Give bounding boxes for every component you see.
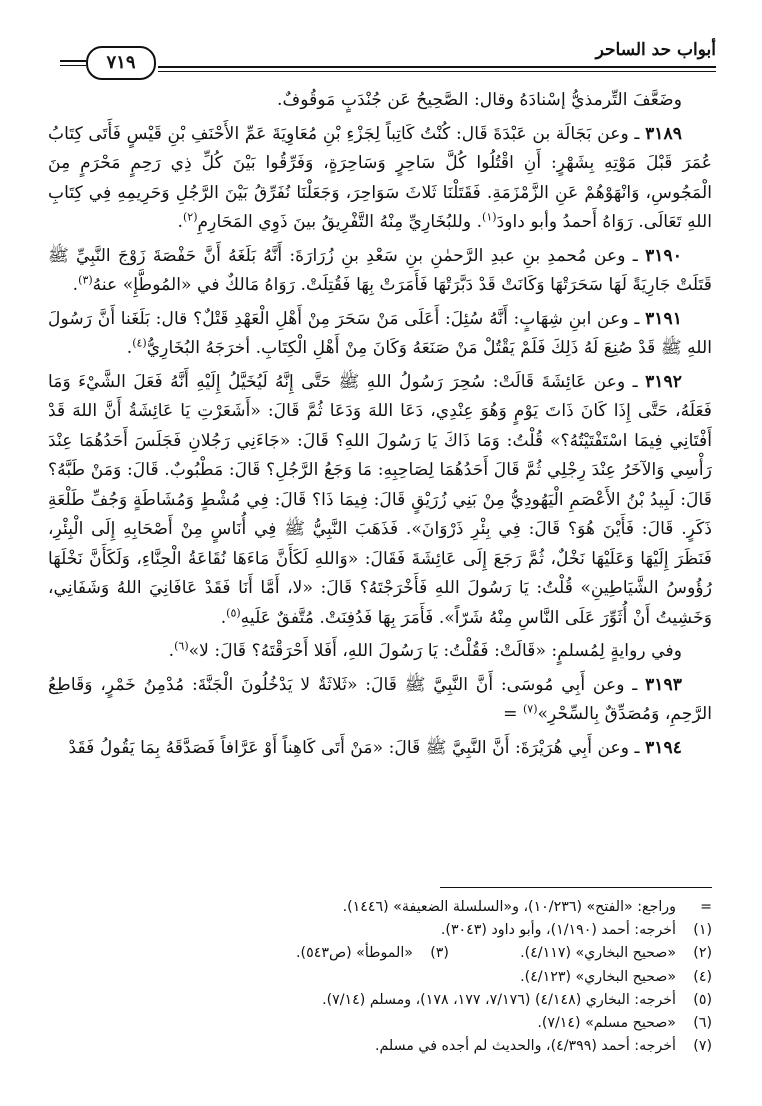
footnote-text: أخرجه: أحمد (١/١٩٠)، وأبو داود (٣٠٤٣). — [440, 922, 676, 939]
page-number-text: ٧١٩ — [106, 52, 136, 73]
main-text — [48, 86, 712, 767]
footnote — [48, 942, 712, 965]
hadith-number: ٣١٩٣ — [645, 674, 683, 695]
footnote-mark: (٢) — [693, 945, 712, 962]
footnote-ref: (٦) — [174, 639, 189, 653]
paragraph-text: ـ وعن عَائِشَةَ قَالَتْ: سُحِرَ رَسُولُ اللهِ ﷺ حَتَّى إِنَّهُ لَيُخَيَّلُ إِلَيْهِ أَنَّهُ فَعَلَ الشَّيْءَ وَمَا فَعَلَهُ، حَتَّى إِذَا كَانَ ذَاتَ يَوْمٍ وَهُوَ عِنْدِي، دَعَا اللهَ وَدَعَا ثُمَّ قَالَ: «أَشَعَرْتِ يَا عَائِشَةُ أَنَّ اللهَ قَدْ أَفْتَانِي فِيمَا اسْتَفْتَيْتُهُ؟» قُلْتُ: وَمَا ذَاكَ يَا رَسُولَ اللهِ؟ قَالَ: «جَاءَنِي رَجُلانِ فَجَلَسَ أَحَدُهُمَا عِنْدَ رَأْسِي وَالآخَرُ عِنْدَ رِجْلِي ثُمَّ قَالَ أَحَدُهُمَا لِصَاحِبِهِ: مَا وَجَعُ الرَّجُلِ؟ قَالَ: مَطْبُوبٌ. قَالَ: وَمَنْ طَبَّهُ؟ قَالَ: لَبِيدُ بْنُ الأَعْصَمِ الْيَهُودِيُّ مِنْ بَنِي زُرَيْقٍ قَالَ: فِيمَا ذَا؟ قَالَ: فِي مُشْطٍ وَمُشَاطَةٍ وَجُفِّ طَلْعَةِ ذَكَرٍ. قَالَ: فَأَيْنَ هُوَ؟ قَالَ: فِي بِئْرِ ذَرْوَانَ». فَذَهَبَ النَّبِيُّ ﷺ فِي أُنَاسٍ مِنْ أَصْحَابِهِ إِلَى الْبِئْرِ، فَنَظَرَ إِلَيْهَا وَعَلَيْهَا نَخْلٌ، ثُمَّ رَجَعَ إِلَى عَائِشَةَ فَقَالَ: «وَاللهِ لَكَأَنَّ مَاءَهَا نُقَاعَةُ الْحِنَّاءِ، وَلَكَأَنَّ نَخْلَهَا رُؤُوسُ الشَّيَاطِينِ» قُلْتُ: يَا رَسُولَ اللهِ فَأَخْرَجْتَهُ؟ قَالَ: «لا، أَمَّا أَنَا فَقَدْ عَافَانِيَ اللهُ وَشَفَانِي، وَخَشِيتُ أَنْ أُثَوِّرَ عَلَى النَّاسِ مِنْهُ شَرّاً». فَأَمَرَ بِهَا فَدُفِنَتْ. مُتَّفقٌ عَلَيهِ — [48, 371, 712, 628]
footnote-text: «الموطأ» (ص٥٤٣). — [296, 945, 413, 962]
footnote-text: وراجع: «الفتح» (١٠/٢٣٦)، و«السلسلة الضعيفة» (١٤٤٦). — [342, 899, 676, 915]
footnote — [48, 919, 712, 942]
paragraph-end: . — [168, 641, 175, 661]
paragraph-end: = — [503, 704, 523, 724]
footnote-mark: (٥) — [693, 991, 712, 1008]
footnotes — [48, 896, 712, 1058]
footnote-text: أخرجه: البخاري (٤/١٤٨) (٧/١٧٦، ١٧٧، ١٧٨)، ومسلم (٧/١٤). — [322, 991, 676, 1008]
footnote — [48, 966, 712, 989]
paragraph-text: وضَعَّفَ التِّرمذيُّ إسْنادَهُ وقال: الصَّحِيحُ عَن جُنْدَبٍ مَوقُوفٌ. — [277, 90, 682, 110]
paragraph-text: ـ وعن مُحمدِ بنِ عبدِ الرَّحمٰنِ بنِ سَعْدِ بنِ زُرَارَةَ: أَنَّهُ بَلَغَهُ أَنَّ حَفْصَةَ زَوْجَ النَّبِيِّ ﷺ قَتَلَتْ جَارِيَةً لَهَا سَحَرَتْهَا وَكَانَتْ قَدْ دَبَّرَتْهَا فَأَمَرَتْ بِهَا فَقُتِلَتْ. رَوَاهُ مَالكٌ في «المُوطَّإِ» عنهُ — [48, 245, 712, 295]
paragraph-end: . — [220, 607, 227, 628]
hadith-paragraph — [48, 120, 712, 238]
paragraph-end: . — [126, 338, 133, 358]
footnote-ref: (١) — [482, 210, 497, 224]
hadith-paragraph — [48, 734, 712, 764]
footnote — [48, 896, 712, 919]
paragraph-text: وفي روايةٍ لِمُسلمٍ: «قَالَتْ: فَقُلْتُ: يَا رَسُولَ اللهِ، أَفَلا أَحْرَقْتَهُ؟ قَالَ: لا» — [188, 641, 682, 661]
paragraph-text: . وللبُخَارِيِّ مِنْهُ التَّفْرِيقُ بينَ ذَوِي المَحَارِمِ — [197, 212, 483, 232]
page-number-dash — [60, 60, 86, 66]
footnote-mark: (٦) — [693, 1015, 712, 1032]
footnote-ref: (٥) — [226, 605, 241, 619]
footnote-separator — [440, 887, 712, 888]
paragraph-text: ـ وعن ابنِ شِهَابٍ: أَنَّهُ سُئِلَ: أَعَلَى مَنْ سَحَرَ مِنْ أَهْلِ الْعَهْدِ قَتْلٌ؟ قال: بَلَغَنا أَنَّ رَسُولَ اللهِ ﷺ قَدْ صُنِعَ لَهُ ذَلِكَ فَلَمْ يَقْتُلْ مَنْ صَنَعَهُ وَكَانَ مِنْ أَهْلِ الْكِتَابِ. أخرَجَهُ البُخَارِيُّ — [48, 308, 712, 358]
footnote-mark: (٧) — [693, 1038, 712, 1055]
footnote-text: أخرجه: أحمد (٤/٣٩٩)، والحديث لم أجده في مسلم. — [374, 1038, 676, 1055]
paragraph-text: ـ وعن بَجَالَة بن عَبْدَةَ قَال: كُنْتُ كَاتِباً لِجَزْءِ بْنِ مُعَاوِيَةَ عَمِّ الأَحْنَفِ بْنِ قَيْسٍ فَأَتَى كِتَابُ عُمَرَ قَبْلَ مَوْتِهِ بِشَهْرٍ: أَنِ اقْتُلُوا كُلَّ سَاحِرٍ وَسَاحِرَةٍ، وَفَرِّقُوا بَيْنَ كُلِّ ذِي رَحِمٍ مَحْرَمٍ مِنَ الْمَجُوسِ، وَانْهَوْهُمْ عَنِ الزَّمْزَمَةِ. فَقَتَلْنَا ثَلاثَ سَوَاحِرَ، وَجَعَلْنَا نُفَرِّقُ بَيْنَ الرَّجُلِ وَحَرِيمِهِ فِي كِتَابِ اللهِ تَعَالَى. رَوَاهُ أَحمدُ وأبو داودَ — [48, 123, 712, 232]
paragraph-text: ـ وعن أَبِي مُوسَى: أَنَّ النَّبِيَّ ﷺ قَالَ: «ثَلاثَةٌ لا يَدْخُلُونَ الْجَنَّةَ: مُدْمِنُ خَمْرٍ، وَقَاطِعُ الرَّحِمِ، وَمُصَدِّقٌ بِالسِّحْرِ» — [48, 674, 712, 724]
hadith-paragraph — [48, 671, 712, 730]
footnote-text: «صحيح مسلم» (٧/١٤). — [537, 1015, 676, 1032]
footnote-ref: (٣) — [78, 273, 93, 287]
hadith-number: ٣١٩١ — [645, 308, 682, 329]
footnote-mark: (٣) — [430, 945, 449, 962]
footnote — [48, 989, 712, 1012]
text-paragraph — [48, 637, 712, 667]
footnote-ref: (٤) — [132, 336, 147, 350]
text-paragraph — [48, 86, 712, 116]
footnote — [48, 1012, 712, 1035]
hadith-paragraph — [48, 305, 712, 364]
running-title: أبواب حد الساحر — [595, 40, 716, 60]
footnote-ref: (٢) — [183, 210, 198, 224]
footnote-mark: (٤) — [693, 968, 712, 985]
hadith-paragraph — [48, 242, 712, 301]
hadith-paragraph — [48, 368, 712, 634]
page-header — [70, 36, 716, 80]
footnote-mark: (١) — [693, 922, 712, 939]
footnote-text: «صحيح البخاري» (٤/١٢٣). — [520, 968, 676, 985]
paragraph-text: ـ وعن أَبِي هُرَيْرَةَ: أَنَّ النَّبِيَّ ﷺ قَالَ: «مَنْ أَتَى كَاهِناً أَوْ عَرَّافاً فَصَدَّقَهُ بِمَا يَقُولُ فَقَدْ — [68, 737, 640, 758]
paragraph-end: . — [177, 212, 183, 232]
hadith-number: ٣١٩٢ — [645, 371, 682, 392]
page-number — [86, 46, 156, 80]
footnote — [48, 1035, 712, 1058]
hadith-number: ٣١٩٠ — [645, 245, 682, 266]
footnote-text: «صحيح البخاري» (٤/١١٧). — [520, 945, 676, 962]
header-rule — [158, 66, 716, 72]
footnote-ref: (٧) — [522, 702, 538, 716]
footnote-mark: = — [700, 899, 712, 915]
hadith-number: ٣١٨٩ — [645, 123, 682, 144]
hadith-number: ٣١٩٤ — [645, 737, 682, 758]
paragraph-end: . — [72, 275, 79, 295]
